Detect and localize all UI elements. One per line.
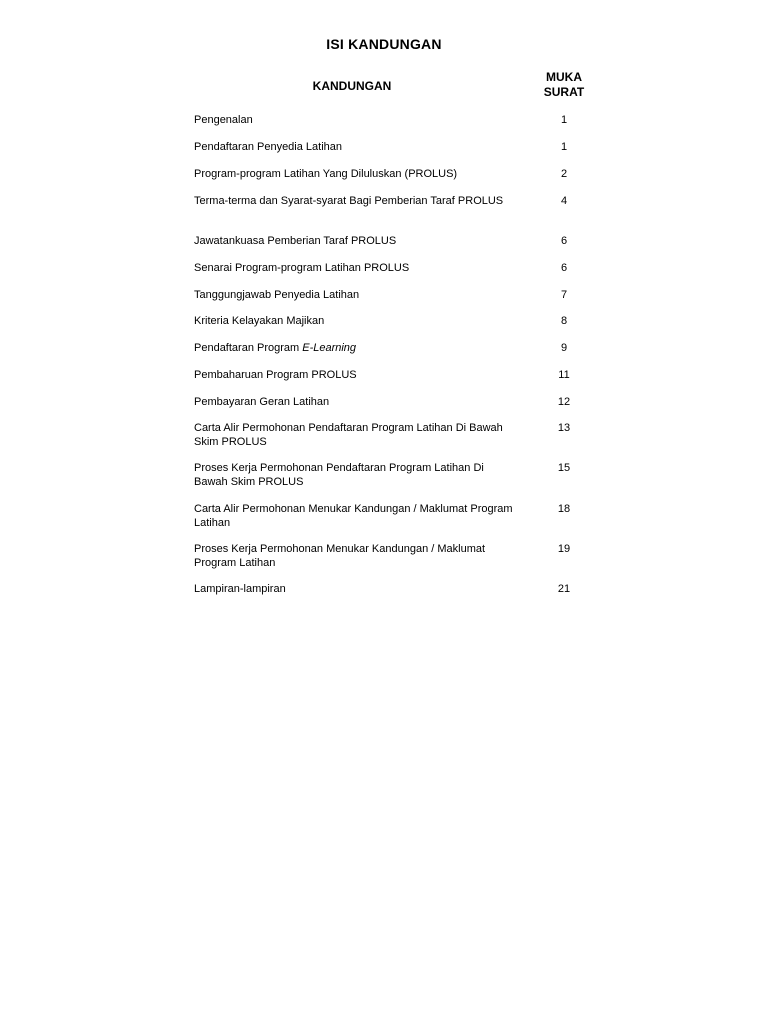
toc-entry-title: Kriteria Kelayakan Majikan — [194, 315, 325, 327]
toc-entry-page: 8 — [560, 315, 568, 327]
toc-entry — [0, 114, 768, 144]
toc-entry-page: 21 — [557, 583, 571, 595]
toc-entry-page: 18 — [557, 503, 571, 515]
page-title: ISI KANDUNGAN — [326, 36, 442, 52]
toc-entry — [0, 503, 768, 533]
toc-entry-page: 11 — [558, 369, 570, 381]
toc-entry-page: 13 — [557, 422, 571, 434]
toc-entry-title-italic: E-Learning — [302, 342, 357, 354]
toc-entry-page: 19 — [557, 543, 571, 555]
toc-entry — [0, 195, 768, 225]
toc-entry — [0, 462, 768, 492]
toc-entry-title: Proses Kerja Permohonan Menukar Kandungan / Maklumat Program Latihan — [194, 543, 486, 569]
toc-entry — [0, 315, 768, 345]
toc-entry — [0, 262, 768, 292]
toc-entry-page: 6 — [560, 262, 568, 274]
toc-entry — [0, 342, 768, 372]
toc-entry-title: Carta Alir Permohonan Pendaftaran Program Latihan Di Bawah Skim PROLUS — [194, 422, 503, 448]
contents-column-header: KANDUNGAN — [312, 79, 392, 93]
toc-entry-page: 12 — [557, 396, 571, 408]
toc-entry-page: 7 — [560, 289, 568, 301]
toc-entry-page: 9 — [560, 342, 568, 354]
toc-entry-page: 1 — [560, 114, 568, 126]
toc-entry-title: Pembaharuan Program PROLUS — [194, 369, 357, 381]
page-number-column-header — [524, 70, 604, 100]
toc-entry — [0, 168, 768, 198]
toc-entry — [0, 583, 768, 613]
toc-entry-title — [194, 342, 516, 356]
page-header-line2: SURAT — [543, 85, 585, 99]
toc-entry-page: 6 — [560, 235, 568, 247]
toc-entry-title: Senarai Program-program Latihan PROLUS — [194, 262, 410, 274]
toc-entry — [0, 422, 768, 452]
page-header-line1: MUKA — [546, 70, 582, 84]
toc-entry-title: Pendaftaran Penyedia Latihan — [194, 141, 343, 153]
toc-entry-title: Tanggungjawab Penyedia Latihan — [194, 289, 360, 301]
toc-entry-page: 2 — [560, 168, 568, 180]
toc-entry-title: Jawatankuasa Pemberian Taraf PROLUS — [194, 235, 397, 247]
toc-entry-page: 15 — [557, 462, 571, 474]
toc-entry — [0, 141, 768, 171]
toc-entry-title: Lampiran-lampiran — [194, 583, 286, 595]
toc-entry — [0, 543, 768, 573]
toc-entry-title: Terma-terma dan Syarat-syarat Bagi Pemberian Taraf PROLUS — [194, 195, 504, 207]
toc-entry-title: Program-program Latihan Yang Diluluskan (PROLUS) — [194, 168, 458, 180]
toc-entry-title: Proses Kerja Permohonan Pendaftaran Program Latihan Di Bawah Skim PROLUS — [194, 462, 484, 488]
toc-entry-title: Pengenalan — [194, 114, 253, 126]
toc-entry-title-prefix: Pendaftaran Program — [194, 342, 303, 354]
toc-entry-page: 4 — [560, 195, 568, 207]
toc-entry — [0, 235, 768, 265]
toc-entry-page: 1 — [560, 141, 568, 153]
toc-entry — [0, 369, 768, 399]
toc-entry-title: Carta Alir Permohonan Menukar Kandungan / Maklumat Program Latihan — [194, 503, 513, 529]
toc-entry-title: Pembayaran Geran Latihan — [194, 396, 330, 408]
